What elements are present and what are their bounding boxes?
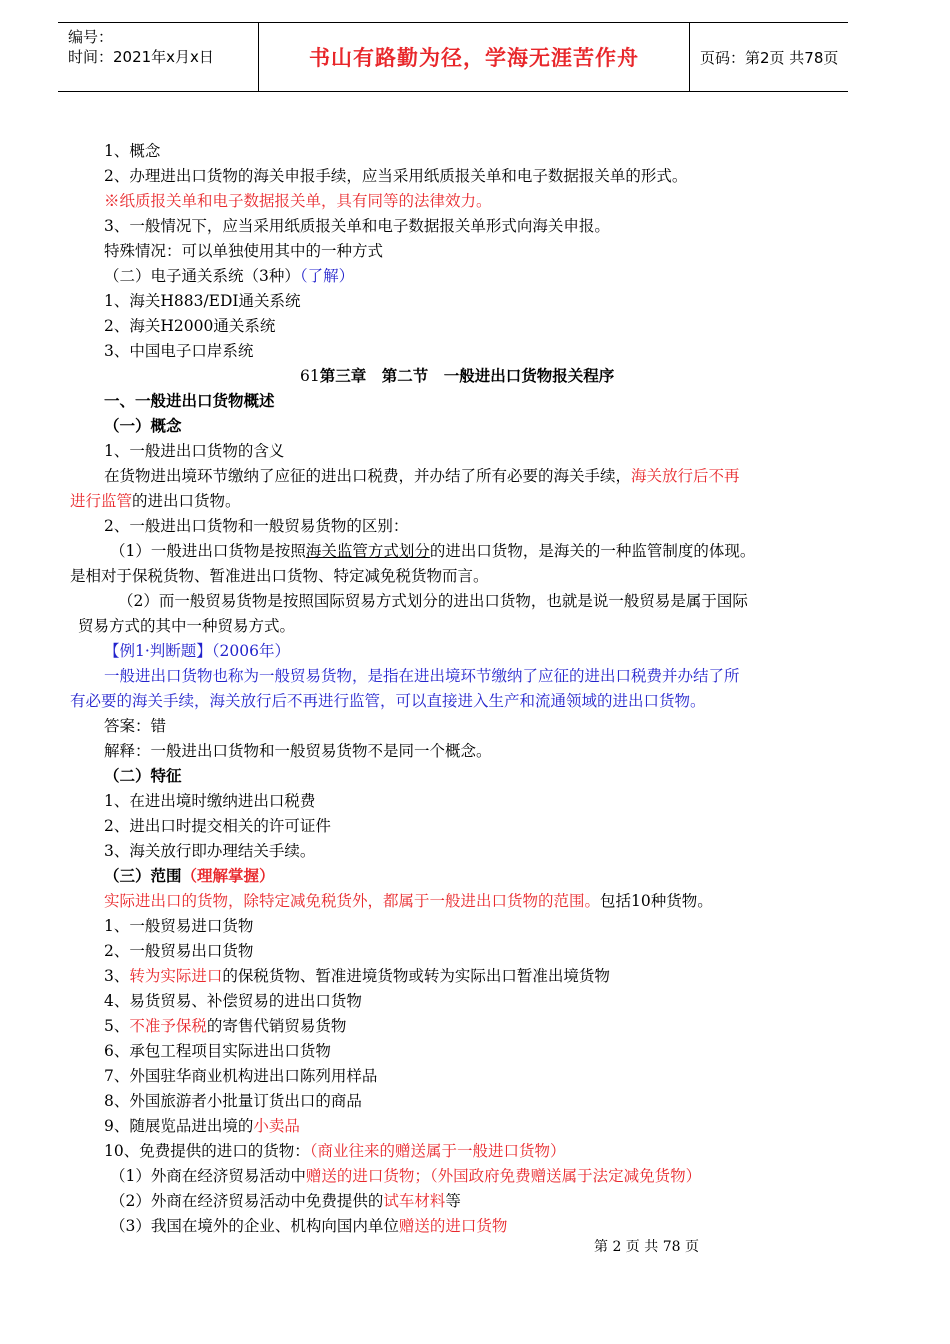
text-segment: 答案：错 <box>104 717 167 735</box>
text-line <box>70 690 706 712</box>
text-line <box>104 340 253 362</box>
text-segment: 1、海关H883/EDI通关系统 <box>104 292 301 310</box>
text-line <box>110 1215 507 1237</box>
text-segment: 试车材料 <box>383 1192 446 1210</box>
text-line <box>104 290 301 312</box>
text-line <box>104 515 408 537</box>
text-segment: 2、进出口时提交相关的许可证件 <box>104 817 331 835</box>
text-segment: 3、一般情况下，应当采用纸质报关单和电子数据报关单形式向海关申报。 <box>104 217 610 235</box>
text-line <box>104 1015 346 1037</box>
text-line <box>104 415 182 437</box>
text-segment: （了解） <box>299 267 355 285</box>
text-segment: 3、海关放行即办理结关手续。 <box>104 842 316 860</box>
text-segment: ※纸质报关单和电子数据报关单，具有同等的法律效力。 <box>104 192 492 210</box>
text-segment: 实际进出口的货物，除特定减免税货外，都属于一般进出口货物的范围。 <box>104 892 601 910</box>
text-segment: 10、免费提供的进口的货物： <box>104 1142 310 1160</box>
text-segment: 一、一般进出口货物概述 <box>104 392 275 410</box>
header-page-label: 页码：第2页 共78页 <box>700 48 839 67</box>
text-line <box>104 165 687 187</box>
text-segment: 转为实际进口 <box>129 967 223 985</box>
text-line <box>104 965 610 987</box>
text-segment: 小卖品 <box>253 1117 300 1135</box>
text-segment: 1、一般贸易进口货物 <box>104 917 254 935</box>
text-segment: 特殊情况：可以单独使用其中的一种方式 <box>104 242 384 260</box>
text-segment: （2）外商在经济贸易活动中免费提供的 <box>110 1192 384 1210</box>
text-line <box>104 865 275 887</box>
text-segment: 一般进出口货物也称为一般贸易货物，是指在进出境环节缴纳了应征的进出口税费并办结了所 <box>104 667 740 685</box>
text-line <box>104 190 492 212</box>
text-segment: 2、海关H2000通关系统 <box>104 317 276 335</box>
text-line <box>104 240 383 262</box>
text-segment: 赠送的进口货物 <box>398 1217 508 1235</box>
text-segment: 有必要的海关手续，海关放行后不再进行监管，可以直接进入生产和流通领域的进出口货物。 <box>70 692 706 710</box>
text-segment: 2、一般贸易出口货物 <box>104 942 254 960</box>
text-segment: 6、承包工程项目实际进出口货物 <box>104 1042 331 1060</box>
text-line <box>104 790 315 812</box>
text-line <box>104 640 290 662</box>
text-line <box>104 140 160 162</box>
text-line <box>104 765 182 787</box>
header-info <box>58 23 258 91</box>
text-segment: （理解掌握） <box>181 867 275 885</box>
text-line <box>104 715 166 737</box>
text-segment: （1）一般进出口货物是按照 <box>110 542 306 560</box>
text-line <box>104 665 740 687</box>
text-line <box>110 1190 461 1212</box>
text-segment: 的进出口货物。 <box>132 492 241 510</box>
text-segment: 的寄售代销贸易货物 <box>206 1017 347 1035</box>
text-segment: 不准予保税 <box>129 1017 207 1035</box>
text-segment: 解释：一般进出口货物和一般贸易货物不是同一个概念。 <box>104 742 492 760</box>
text-segment: 2、一般进出口货物和一般贸易货物的区别： <box>104 517 409 535</box>
text-segment: （一）概念 <box>104 417 182 435</box>
text-segment: 3、中国电子口岸系统 <box>104 342 254 360</box>
text-line <box>78 615 295 637</box>
number-label: 编号： <box>68 28 114 46</box>
text-segment: 赠送的进口货物；（外国政府免费赠送属于法定减免货物） <box>305 1167 702 1185</box>
text-line <box>104 215 610 237</box>
text-segment: （商业往来的赠送属于一般进口货物） <box>309 1142 566 1160</box>
text-line <box>104 990 362 1012</box>
text-segment: （二）特征 <box>104 767 182 785</box>
text-line <box>104 440 284 462</box>
text-segment: （1）外商在经济贸易活动中 <box>110 1167 306 1185</box>
text-line <box>104 465 740 487</box>
time-label: 时间：2021年x月x日 <box>68 48 214 66</box>
text-segment: 在货物进出境环节缴纳了应征的进出口税费，并办结了所有必要的海关手续， <box>104 467 632 485</box>
text-line <box>104 915 253 937</box>
text-segment: （二）电子通关系统（3种） <box>104 267 300 285</box>
text-line <box>104 890 713 912</box>
text-line <box>104 1140 566 1162</box>
text-segment: 61 <box>300 367 320 385</box>
text-line <box>104 1115 300 1137</box>
text-segment: 1、一般进出口货物的含义 <box>104 442 285 460</box>
text-segment: 包括10种货物。 <box>600 892 713 910</box>
text-line <box>70 565 489 587</box>
text-line <box>70 490 241 512</box>
text-segment: 是相对于保税货物、暂准进出口货物、特定减免税货物而言。 <box>70 567 489 585</box>
text-segment: （3）我国在境外的企业、机构向国内单位 <box>110 1217 399 1235</box>
text-segment: 2、办理进出口货物的海关申报手续，应当采用纸质报关单和电子数据报关单的形式。 <box>104 167 688 185</box>
text-line <box>104 315 275 337</box>
text-segment: 的保税货物、暂准进境货物或转为实际出口暂准出境货物 <box>222 967 610 985</box>
text-line <box>300 365 614 387</box>
text-segment: 1、概念 <box>104 142 161 160</box>
page-header <box>58 22 848 92</box>
text-segment: 7、外国驻华商业机构进出口陈列用样品 <box>104 1067 378 1085</box>
text-segment: 8、外国旅游者小批量订货出口的商品 <box>104 1092 362 1110</box>
text-segment: 等 <box>445 1192 461 1210</box>
text-segment: （2）而一般贸易货物是按照国际贸易方式划分的进出口货物，也就是说一般贸易是属于国际 <box>118 592 748 610</box>
text-line <box>104 1090 362 1112</box>
text-line <box>104 265 354 287</box>
text-line <box>104 1040 331 1062</box>
text-line <box>110 540 755 562</box>
text-line <box>104 840 315 862</box>
text-segment: 9、随展览品进出境的 <box>104 1117 254 1135</box>
text-segment: 海关放行后不再 <box>631 467 740 485</box>
text-segment: 进行监管 <box>70 492 133 510</box>
text-segment: 4、易货贸易、补偿贸易的进出口货物 <box>104 992 362 1010</box>
text-line <box>104 740 492 762</box>
text-line <box>104 815 331 837</box>
text-segment: （三）范围 <box>104 867 182 885</box>
text-line <box>104 1065 377 1087</box>
text-segment: 3、 <box>104 967 130 985</box>
text-segment: 第三章 第二节 一般进出口货物报关程序 <box>319 367 615 385</box>
text-segment: 5、 <box>104 1017 130 1035</box>
text-line <box>104 940 253 962</box>
text-segment: 的进出口货物，是海关的一种监管制度的体现。 <box>429 542 756 560</box>
text-segment: 【例1·判断题】（2006年） <box>104 642 290 660</box>
page-footer: 第 2 页 共 78 页 <box>594 1239 699 1255</box>
text-line <box>110 1165 701 1187</box>
header-motto: 书山有路勤为径，学海无涯苦作舟 <box>258 23 690 91</box>
text-segment: 海关监管方式划分 <box>305 542 430 560</box>
text-line <box>104 390 275 412</box>
text-line <box>118 590 748 612</box>
text-segment: 1、在进出境时缴纳进出口税费 <box>104 792 316 810</box>
text-segment: 贸易方式的其中一种贸易方式。 <box>78 617 296 635</box>
